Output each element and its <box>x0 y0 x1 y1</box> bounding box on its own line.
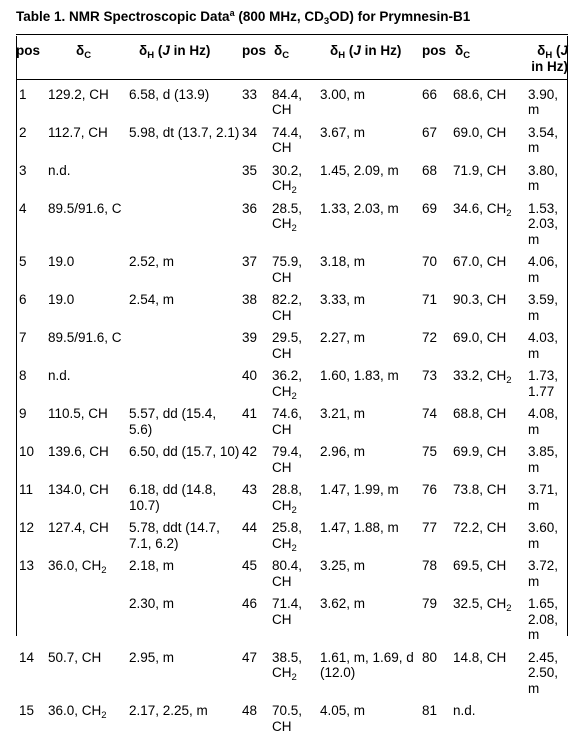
delta-c-subscript: C <box>463 50 471 61</box>
carbon-type: 38.5, CH <box>272 649 303 680</box>
table-row <box>16 437 568 475</box>
cell-delta-h: 3.60, m <box>528 520 559 551</box>
cell-pos: 45 <box>242 558 258 573</box>
cell-delta-c: 80.4, CH <box>272 558 303 589</box>
cell-delta-c: 110.5, CH <box>48 406 108 421</box>
cell-delta-c: 68.6, CH <box>453 86 507 102</box>
cell-delta-c <box>270 194 316 248</box>
header-pos: pos <box>16 36 48 79</box>
cell-pos: 37 <box>242 254 258 269</box>
table-row <box>16 589 568 643</box>
cell-delta-c <box>270 475 316 516</box>
cell-pos: 76 <box>422 482 438 497</box>
cell-delta-c: 19.0 <box>48 292 75 307</box>
cell-pos: 43 <box>242 482 258 497</box>
cell-pos: 73 <box>422 368 438 383</box>
cell-delta-h: 3.59, m <box>528 292 559 323</box>
cell-delta-h: 6.50, dd (15.7, 10) <box>129 444 240 459</box>
cell-pos: 67 <box>422 124 438 140</box>
subscript-2: 2 <box>291 542 297 554</box>
delta-c-symbol: δ <box>274 43 283 58</box>
cell-delta-c: 112.7, CH <box>48 124 108 140</box>
table-row <box>16 361 568 399</box>
subscript-2: 2 <box>506 603 512 614</box>
cell-delta-h: 5.78, ddt (14.7, 7.1, 6.2) <box>129 520 220 551</box>
carbon-type: 25.8, CH <box>272 520 303 551</box>
carbon-type: 30.2, CH <box>272 162 303 193</box>
subscript-2: 2 <box>506 375 512 386</box>
table-row <box>16 399 568 437</box>
cell-delta-h: 6.18, dd (14.8, 10.7) <box>129 482 217 513</box>
cell-delta-h: 1.61, m, 1.69, d (12.0) <box>320 649 414 680</box>
delta-h-j: J <box>353 43 361 58</box>
table-body <box>16 79 568 734</box>
table-row <box>16 247 568 285</box>
cell-pos: 34 <box>242 124 258 140</box>
cell-delta-h: 2.18, m <box>129 558 175 573</box>
cell-delta-h: 6.58, d (13.9) <box>129 86 210 102</box>
cell-delta-c: 19.0 <box>48 254 75 269</box>
subscript-2: 2 <box>506 207 512 219</box>
delta-h-subscript: H <box>338 50 346 61</box>
cell-delta-h: 1.53, 2.03, m <box>528 200 559 247</box>
cell-delta-c: 68.8, CH <box>453 406 507 421</box>
cell-pos: 41 <box>242 406 258 421</box>
cell-pos: 8 <box>19 368 27 383</box>
carbon-type: 33.2, CH <box>453 368 507 383</box>
table-caption <box>16 8 471 27</box>
cell-delta-c: 75.9, CH <box>272 254 303 285</box>
cell-delta-c: 69.5, CH <box>453 558 507 573</box>
carbon-type: 32.5, CH <box>453 596 507 611</box>
cell-delta-h: 2.17, 2.25, m <box>129 703 208 718</box>
cell-delta-c: 69.9, CH <box>453 444 507 459</box>
cell-pos: 78 <box>422 558 438 573</box>
cell-pos: 69 <box>422 200 438 216</box>
cell-pos: 80 <box>422 649 438 665</box>
cell-pos: 75 <box>422 444 438 459</box>
delta-h-unit-close: in Hz) <box>360 43 402 58</box>
cell-pos: 81 <box>422 703 438 718</box>
cell-delta-c: 70.5, CH <box>272 703 303 734</box>
subscript-2: 2 <box>291 185 297 196</box>
cell-pos: 74 <box>422 406 438 421</box>
cell-pos: 7 <box>19 330 27 345</box>
cell-delta-c <box>451 589 524 643</box>
cell-delta-h: 1.47, 1.99, m <box>320 482 399 497</box>
cell-delta-h: 4.05, m <box>320 703 366 718</box>
delta-h-symbol: δ <box>537 43 546 58</box>
cell-delta-h <box>127 156 242 194</box>
delta-h-subscript: H <box>147 50 155 61</box>
cell-pos: 44 <box>242 520 258 535</box>
cell-delta-c <box>451 361 524 399</box>
cell-delta-c: 127.4, CH <box>48 520 109 535</box>
delta-h-unit-open: ( <box>552 43 561 58</box>
cell-pos <box>16 589 48 643</box>
cell-delta-c: 73.8, CH <box>453 482 507 497</box>
subscript-2: 2 <box>291 672 297 683</box>
cell-delta-c: 69.0, CH <box>453 124 507 140</box>
delta-h-unit-open: ( <box>345 43 354 58</box>
carbon-type: 34.6, CH <box>453 200 507 216</box>
cell-delta-h: 2.96, m <box>320 444 366 459</box>
cell-pos: 5 <box>19 254 27 269</box>
delta-h-j: J <box>560 43 568 58</box>
cell-delta-c: 139.6, CH <box>48 444 109 459</box>
caption-footnote-marker: a <box>229 8 235 18</box>
header-delta-h <box>524 36 568 79</box>
cell-delta-c: 71.9, CH <box>453 162 507 178</box>
cell-pos: 71 <box>422 292 438 307</box>
cell-delta-h: 3.62, m <box>320 596 366 611</box>
cell-pos: 2 <box>19 124 27 140</box>
cell-pos: 13 <box>19 558 35 573</box>
carbon-type: 28.8, CH <box>272 482 303 513</box>
cell-delta-c: n.d. <box>48 368 71 383</box>
cell-delta-c: 129.2, CH <box>48 86 109 102</box>
delta-h-symbol: δ <box>139 43 148 58</box>
carbon-type: 36.0, CH <box>48 703 102 718</box>
cell-delta-h: 3.67, m <box>320 124 366 140</box>
header-row <box>16 36 568 79</box>
cell-delta-c: 90.3, CH <box>453 292 507 307</box>
cell-pos: 47 <box>242 649 258 665</box>
table-row <box>16 696 568 734</box>
cell-delta-h <box>524 696 568 734</box>
cell-delta-c <box>270 643 316 697</box>
cell-delta-c <box>48 589 127 643</box>
delta-h-unit-close: in Hz) <box>531 58 568 74</box>
table-row <box>16 513 568 551</box>
cell-pos: 4 <box>19 200 27 216</box>
caption-solvent-subscript: 3 <box>323 16 330 27</box>
delta-c-subscript: C <box>282 50 290 61</box>
cell-delta-h <box>127 323 242 361</box>
cell-delta-h: 1.73, 1.77 <box>528 368 559 399</box>
cell-delta-h: 2.30, m <box>129 596 175 611</box>
cell-pos: 72 <box>422 330 438 345</box>
cell-pos: 1 <box>19 86 27 102</box>
cell-delta-h: 2.52, m <box>129 254 175 269</box>
cell-delta-c <box>48 696 127 734</box>
cell-pos: 10 <box>19 444 35 459</box>
table-row <box>16 285 568 323</box>
subscript-2: 2 <box>291 223 297 234</box>
cell-delta-h: 3.18, m <box>320 254 366 269</box>
cell-pos: 12 <box>19 520 35 535</box>
cell-pos: 6 <box>19 292 27 307</box>
delta-h-subscript: H <box>545 50 553 61</box>
cell-delta-c: 69.0, CH <box>453 330 507 345</box>
cell-pos: 70 <box>422 254 438 269</box>
table-row <box>16 475 568 513</box>
cell-delta-h: 2.95, m <box>129 649 175 665</box>
subscript-2: 2 <box>101 565 107 576</box>
cell-delta-h: 1.47, 1.88, m <box>320 520 399 535</box>
cell-delta-h: 1.33, 2.03, m <box>320 200 399 216</box>
cell-delta-h: 1.60, 1.83, m <box>320 368 399 383</box>
table-row <box>16 643 568 697</box>
cell-pos: 9 <box>19 406 27 421</box>
cell-delta-c <box>270 513 316 554</box>
cell-delta-c: 74.4, CH <box>272 124 303 155</box>
table-row <box>16 323 568 361</box>
cell-delta-h: 2.45, 2.50, m <box>528 649 559 696</box>
delta-h-unit-open: ( <box>154 43 163 58</box>
cell-delta-h: 3.33, m <box>320 292 366 307</box>
header-delta-c <box>48 36 127 79</box>
delta-h-unit-close: in Hz) <box>169 43 211 58</box>
carbon-type: 28.5, CH <box>272 200 303 231</box>
cell-delta-c <box>451 194 524 248</box>
header-delta-h <box>316 36 422 79</box>
cell-delta-c: 134.0, CH <box>48 482 109 497</box>
cell-delta-c: n.d. <box>48 162 71 178</box>
cell-delta-h: 4.08, m <box>528 406 559 437</box>
header-delta-c <box>270 36 316 79</box>
cell-pos: 79 <box>422 596 438 611</box>
cell-delta-c: 72.2, CH <box>453 520 507 535</box>
cell-delta-c: 84.4, CH <box>272 86 303 117</box>
cell-delta-h: 5.98, dt (13.7, 2.1) <box>129 124 240 140</box>
header-delta-h <box>127 36 242 79</box>
cell-delta-c: 74.6, CH <box>272 406 303 437</box>
caption-conditions: (800 MHz, CD <box>234 9 324 24</box>
cell-delta-c: 71.4, CH <box>272 596 303 627</box>
cell-pos: 68 <box>422 162 438 178</box>
table-row <box>16 156 568 194</box>
cell-pos: 40 <box>242 368 258 383</box>
cell-delta-h: 3.80, m <box>528 162 559 193</box>
subscript-2: 2 <box>291 504 297 516</box>
cell-pos: 11 <box>19 482 34 497</box>
cell-delta-h: 2.54, m <box>129 292 175 307</box>
carbon-type: 36.0, CH <box>48 558 102 573</box>
cell-delta-h <box>127 361 242 399</box>
cell-delta-c <box>270 156 316 194</box>
caption-text: NMR Spectroscopic Data <box>65 9 230 24</box>
cell-delta-h: 1.45, 2.09, m <box>320 162 399 178</box>
cell-delta-h <box>127 194 242 248</box>
delta-h-j: J <box>162 43 170 58</box>
cell-delta-h: 3.54, m <box>528 124 559 155</box>
cell-delta-h: 3.00, m <box>320 86 366 102</box>
cell-delta-h: 3.90, m <box>528 86 559 117</box>
cell-delta-h: 4.06, m <box>528 254 559 285</box>
table-row <box>16 79 568 118</box>
cell-pos: 48 <box>242 703 258 718</box>
cell-delta-h: 5.57, dd (15.4, 5.6) <box>129 406 217 437</box>
table-row <box>16 118 568 156</box>
cell-delta-h: 4.03, m <box>528 330 559 361</box>
carbon-type: 36.2, CH <box>272 368 303 399</box>
cell-pos: 39 <box>242 330 258 345</box>
subscript-2: 2 <box>291 390 297 402</box>
cell-delta-c: n.d. <box>453 703 476 718</box>
cell-delta-h: 3.85, m <box>528 444 559 475</box>
cell-delta-c: 50.7, CH <box>48 649 102 665</box>
caption-end: OD) for Prymnesin-B1 <box>329 9 471 24</box>
cell-pos: 77 <box>422 520 438 535</box>
cell-pos: 15 <box>19 703 35 718</box>
cell-delta-h: 2.27, m <box>320 330 366 345</box>
header-pos: pos <box>422 36 451 79</box>
caption-label: Table 1. <box>16 9 66 24</box>
cell-pos: 33 <box>242 86 258 102</box>
cell-pos: 42 <box>242 444 258 459</box>
table-row <box>16 194 568 248</box>
subscript-2: 2 <box>101 710 107 721</box>
delta-h-symbol: δ <box>330 43 339 58</box>
cell-pos: 36 <box>242 200 258 216</box>
cell-delta-h: 3.71, m <box>528 482 559 513</box>
cell-delta-c: 67.0, CH <box>453 254 507 269</box>
cell-pos: 46 <box>242 596 258 611</box>
nmr-data-table <box>16 36 568 734</box>
cell-pos: 66 <box>422 86 438 102</box>
cell-delta-c <box>270 361 316 402</box>
header-delta-c <box>451 36 524 79</box>
cell-delta-h: 3.72, m <box>528 558 559 589</box>
cell-delta-c: 89.5/91.6, C <box>48 330 122 345</box>
cell-delta-c <box>48 551 127 589</box>
cell-delta-c: 79.4, CH <box>272 444 303 475</box>
header-pos: pos <box>242 36 270 79</box>
cell-delta-c: 82.2, CH <box>272 292 303 323</box>
table-row <box>16 551 568 589</box>
cell-delta-c: 89.5/91.6, C <box>48 200 122 216</box>
delta-c-symbol: δ <box>455 43 464 58</box>
cell-delta-c: 29.5, CH <box>272 330 303 361</box>
cell-delta-c: 14.8, CH <box>453 649 507 665</box>
cell-pos: 35 <box>242 162 258 178</box>
cell-delta-h: 1.65, 2.08, m <box>528 596 559 642</box>
cell-delta-h: 3.25, m <box>320 558 366 573</box>
cell-pos: 3 <box>19 162 27 178</box>
cell-pos: 14 <box>19 649 35 665</box>
cell-delta-h: 3.21, m <box>320 406 366 421</box>
cell-pos: 38 <box>242 292 258 307</box>
delta-c-symbol: δ <box>76 43 85 58</box>
delta-c-subscript: C <box>84 50 92 61</box>
caption-rule <box>16 34 568 35</box>
